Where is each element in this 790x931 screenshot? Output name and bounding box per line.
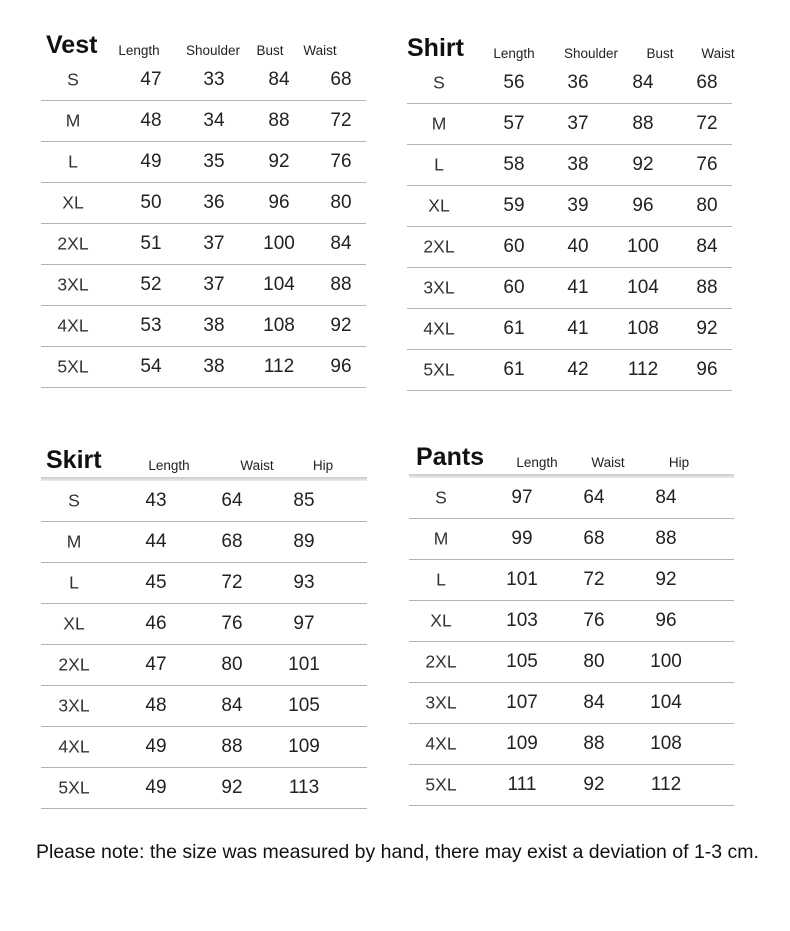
- measurement-value: 61: [503, 359, 525, 380]
- size-label: 2XL: [423, 236, 455, 257]
- measurement-value: 112: [650, 774, 682, 795]
- table-row: [409, 683, 734, 724]
- size-label: M: [433, 528, 449, 549]
- table-row: [409, 642, 734, 683]
- measurement-value: 108: [263, 315, 295, 336]
- column-header-length: Length: [516, 455, 558, 470]
- size-label: L: [68, 151, 78, 172]
- size-label: L: [436, 569, 446, 590]
- measurement-value: 88: [632, 113, 654, 134]
- table-row: [407, 309, 732, 350]
- column-header-hip: Hip: [312, 458, 334, 473]
- measurement-value: 76: [583, 610, 605, 631]
- table-row: [41, 686, 367, 727]
- measurement-value: 104: [650, 692, 682, 713]
- measurement-value: 88: [583, 733, 605, 754]
- size-label: S: [433, 72, 445, 93]
- size-label: 2XL: [57, 233, 89, 254]
- measurement-value: 92: [583, 774, 605, 795]
- size-label: S: [435, 487, 447, 508]
- measurement-value: 97: [293, 613, 315, 634]
- size-label: 5XL: [425, 774, 457, 795]
- measurement-value: 41: [567, 318, 589, 339]
- table-row: [41, 306, 366, 347]
- measurement-value: 112: [627, 359, 659, 380]
- measurement-value: 96: [632, 195, 654, 216]
- table-header: [41, 24, 366, 60]
- measurement-value: 57: [503, 113, 525, 134]
- size-label: 2XL: [425, 651, 457, 672]
- size-label: S: [67, 69, 79, 90]
- measurement-value: 47: [140, 69, 162, 90]
- table-row: [41, 604, 367, 645]
- table-row: [409, 765, 734, 806]
- table-row: [409, 724, 734, 765]
- measurement-value: 96: [330, 356, 352, 377]
- table-header: [409, 436, 734, 472]
- table-row: [41, 142, 366, 183]
- measurement-value: 88: [330, 274, 352, 295]
- measurement-value: 72: [330, 110, 352, 131]
- measurement-value: 59: [503, 195, 525, 216]
- measurement-value: 104: [627, 277, 659, 298]
- size-label: 5XL: [423, 359, 455, 380]
- size-label: 2XL: [58, 654, 90, 675]
- vest-size-table: [41, 24, 366, 388]
- measurement-value: 38: [203, 315, 225, 336]
- column-header-waist: Waist: [303, 43, 337, 58]
- measurement-value: 88: [696, 277, 718, 298]
- table-row: [41, 522, 367, 563]
- column-header-length: Length: [148, 458, 190, 473]
- measurement-value: 49: [140, 151, 162, 172]
- table-row: [409, 560, 734, 601]
- measurement-value: 61: [503, 318, 525, 339]
- column-header-waist: Waist: [240, 458, 274, 473]
- measurement-value: 38: [567, 154, 589, 175]
- measurement-value: 80: [221, 654, 243, 675]
- shirt-size-table: [407, 27, 735, 391]
- measurement-value: 84: [268, 69, 290, 90]
- size-label: 4XL: [57, 315, 89, 336]
- measurement-value: 105: [288, 695, 320, 716]
- measurement-value: 44: [145, 531, 167, 552]
- measurement-value: 100: [263, 233, 295, 254]
- size-label: M: [431, 113, 447, 134]
- measurement-value: 41: [567, 277, 589, 298]
- size-label: 3XL: [423, 277, 455, 298]
- measurement-value: 49: [145, 777, 167, 798]
- measurement-value: 72: [221, 572, 243, 593]
- measurement-value: 108: [650, 733, 682, 754]
- measurement-value: 35: [203, 151, 225, 172]
- measurement-value: 42: [567, 359, 589, 380]
- measurement-value: 47: [145, 654, 167, 675]
- measurement-value: 84: [583, 692, 605, 713]
- table-title: Pants: [416, 443, 485, 471]
- measurement-value: 88: [655, 528, 677, 549]
- size-label: XL: [63, 613, 85, 634]
- measurement-value: 33: [203, 69, 225, 90]
- measurement-value: 45: [145, 572, 167, 593]
- measurement-value: 68: [221, 531, 243, 552]
- measurement-value: 88: [221, 736, 243, 757]
- size-label: 5XL: [57, 356, 89, 377]
- measurement-value: 49: [145, 736, 167, 757]
- measurement-value: 39: [567, 195, 589, 216]
- table-row: [407, 145, 732, 186]
- size-label: XL: [62, 192, 84, 213]
- size-label: S: [68, 490, 80, 511]
- measurement-value: 96: [655, 610, 677, 631]
- measurement-value: 36: [203, 192, 225, 213]
- table-row: [409, 478, 734, 519]
- measurement-value: 72: [583, 569, 605, 590]
- measurement-value: 92: [632, 154, 654, 175]
- measurement-value: 104: [263, 274, 295, 295]
- measurement-value: 51: [140, 233, 162, 254]
- column-header-waist: Waist: [701, 46, 735, 61]
- measurement-value: 60: [503, 277, 525, 298]
- column-header-bust: Bust: [646, 46, 674, 61]
- measurement-value: 43: [145, 490, 167, 511]
- measurement-note: Please note: the size was measured by hand, there may exist a deviation of 1-3 cm.: [36, 841, 759, 863]
- column-header-shoulder: Shoulder: [563, 46, 619, 61]
- measurement-value: 80: [583, 651, 605, 672]
- measurement-value: 76: [696, 154, 718, 175]
- measurement-value: 109: [288, 736, 320, 757]
- measurement-value: 113: [288, 777, 320, 798]
- measurement-value: 103: [506, 610, 538, 631]
- measurement-value: 84: [632, 72, 654, 93]
- measurement-value: 89: [293, 531, 315, 552]
- table-row: [41, 183, 366, 224]
- measurement-value: 37: [567, 113, 589, 134]
- measurement-value: 111: [507, 774, 537, 795]
- measurement-value: 100: [650, 651, 682, 672]
- measurement-value: 72: [696, 113, 718, 134]
- size-label: M: [65, 110, 81, 131]
- measurement-value: 96: [696, 359, 718, 380]
- measurement-value: 107: [506, 692, 538, 713]
- measurement-value: 100: [627, 236, 659, 257]
- measurement-value: 54: [140, 356, 162, 377]
- column-header-shoulder: Shoulder: [185, 43, 241, 58]
- measurement-value: 112: [263, 356, 295, 377]
- measurement-value: 60: [503, 236, 525, 257]
- measurement-value: 37: [203, 274, 225, 295]
- measurement-value: 88: [268, 110, 290, 131]
- size-label: 4XL: [58, 736, 90, 757]
- table-row: [41, 224, 366, 265]
- measurement-value: 58: [503, 154, 525, 175]
- size-label: 5XL: [58, 777, 90, 798]
- measurement-value: 34: [203, 110, 225, 131]
- table-row: [41, 347, 366, 388]
- size-label: 3XL: [57, 274, 89, 295]
- measurement-value: 85: [293, 490, 315, 511]
- measurement-value: 53: [140, 315, 162, 336]
- table-row: [41, 481, 367, 522]
- measurement-value: 101: [288, 654, 320, 675]
- measurement-value: 50: [140, 192, 162, 213]
- measurement-value: 92: [655, 569, 677, 590]
- table-header: [41, 439, 367, 475]
- measurement-value: 92: [221, 777, 243, 798]
- measurement-value: 68: [330, 69, 352, 90]
- table-header: [407, 27, 735, 63]
- measurement-value: 92: [330, 315, 352, 336]
- size-label: XL: [430, 610, 452, 631]
- size-label: L: [434, 154, 444, 175]
- measurement-value: 92: [268, 151, 290, 172]
- measurement-value: 48: [140, 110, 162, 131]
- measurement-value: 84: [696, 236, 718, 257]
- measurement-value: 105: [506, 651, 538, 672]
- column-header-hip: Hip: [668, 455, 690, 470]
- measurement-value: 52: [140, 274, 162, 295]
- measurement-value: 64: [583, 487, 605, 508]
- measurement-value: 38: [203, 356, 225, 377]
- table-row: [407, 63, 732, 104]
- measurement-value: 80: [330, 192, 352, 213]
- measurement-value: 48: [145, 695, 167, 716]
- table-row: [407, 350, 732, 391]
- skirt-size-table: [41, 439, 367, 809]
- measurement-value: 93: [293, 572, 315, 593]
- measurement-value: 76: [330, 151, 352, 172]
- measurement-value: 84: [655, 487, 677, 508]
- column-header-waist: Waist: [591, 455, 625, 470]
- measurement-value: 68: [696, 72, 718, 93]
- table-row: [41, 265, 366, 306]
- column-header-length: Length: [118, 43, 160, 58]
- table-title: Shirt: [407, 34, 464, 62]
- table-row: [41, 101, 366, 142]
- table-row: [41, 563, 367, 604]
- size-label: 3XL: [58, 695, 90, 716]
- table-row: [41, 645, 367, 686]
- measurement-value: 92: [696, 318, 718, 339]
- measurement-value: 101: [506, 569, 538, 590]
- measurement-value: 80: [696, 195, 718, 216]
- table-row: [407, 268, 732, 309]
- size-label: 4XL: [423, 318, 455, 339]
- table-row: [407, 227, 732, 268]
- size-label: XL: [428, 195, 450, 216]
- measurement-value: 108: [627, 318, 659, 339]
- table-row: [407, 186, 732, 227]
- measurement-value: 84: [330, 233, 352, 254]
- measurement-value: 68: [583, 528, 605, 549]
- table-title: Skirt: [46, 446, 102, 474]
- measurement-value: 96: [268, 192, 290, 213]
- size-label: M: [66, 531, 82, 552]
- table-row: [407, 104, 732, 145]
- table-row: [409, 519, 734, 560]
- size-label: 4XL: [425, 733, 457, 754]
- measurement-value: 64: [221, 490, 243, 511]
- measurement-value: 76: [221, 613, 243, 634]
- measurement-value: 84: [221, 695, 243, 716]
- size-label: 3XL: [425, 692, 457, 713]
- table-title: Vest: [46, 31, 98, 59]
- measurement-value: 97: [511, 487, 533, 508]
- table-row: [41, 727, 367, 768]
- measurement-value: 40: [567, 236, 589, 257]
- measurement-value: 56: [503, 72, 525, 93]
- column-header-bust: Bust: [256, 43, 284, 58]
- table-row: [41, 60, 366, 101]
- measurement-value: 46: [145, 613, 167, 634]
- measurement-value: 37: [203, 233, 225, 254]
- table-row: [409, 601, 734, 642]
- size-label: L: [69, 572, 79, 593]
- pants-size-table: [409, 436, 734, 806]
- measurement-value: 36: [567, 72, 589, 93]
- column-header-length: Length: [493, 46, 535, 61]
- measurement-value: 99: [511, 528, 533, 549]
- measurement-value: 109: [506, 733, 538, 754]
- table-row: [41, 768, 367, 809]
